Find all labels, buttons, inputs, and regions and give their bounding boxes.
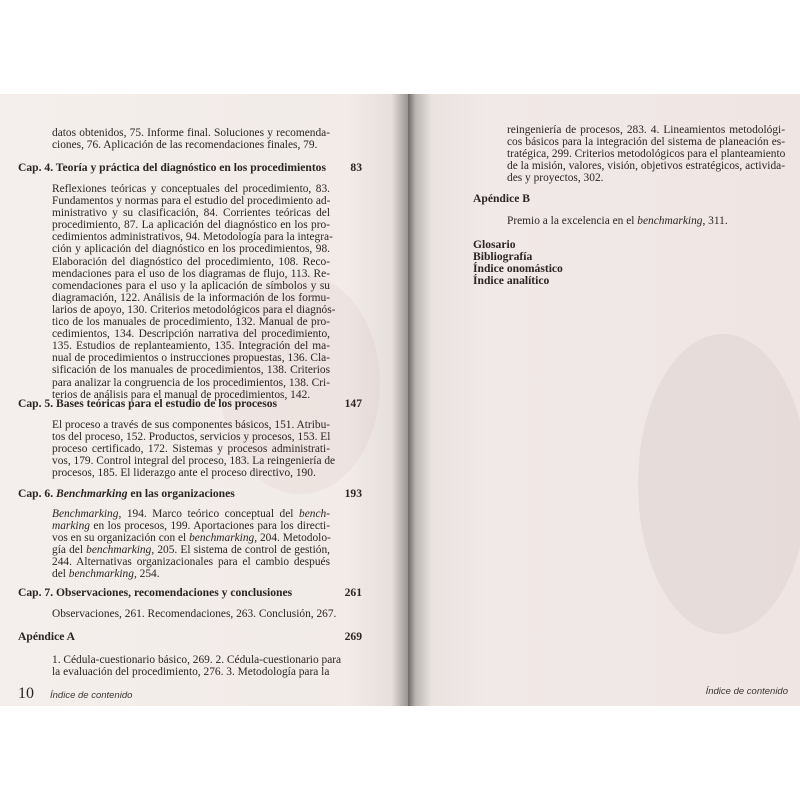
text-segment: sificación de los manuales de procedimientos, 138. Criterios [52,364,330,377]
text-line [52,268,330,280]
text-segment: Fundamentos y normas para el estudio del procedimiento ad- [52,195,331,208]
chapter-6-page: 193 [344,487,362,500]
running-footer: Índice de contenido [50,690,133,701]
subject-index-entry: Índice analítico [473,274,550,287]
text-segment: vos, 179. Control integral del proceso, 183. La reingeniería de [52,455,336,468]
text-line [52,431,330,443]
text-segment: 244. Alternativas organizacionales para el cambio después [52,556,330,569]
back-matter-list [473,239,563,287]
text-line [52,316,330,328]
text-line [52,455,336,468]
text-segment: 135. Estudios de replanteamiento, 135. Integración del ma- [52,340,330,353]
text-segment: gía del [52,544,87,557]
text-line [52,608,337,620]
appendix-a-title: Apéndice A [18,630,76,643]
text-line [52,568,330,580]
text-segment: en las organizaciones [127,487,235,500]
text-line [52,207,330,219]
running-footer: Índice de contenido [705,686,788,697]
text-line [52,127,330,139]
text-segment: la evaluación del procedimiento, 276. 3. Metodología para la [52,666,330,679]
appendix-b-title: Apéndice B [473,192,531,205]
text-segment: diagramación, 122. Análisis de la información de los formu- [52,291,330,304]
text-line [52,139,330,151]
text-segment: Observaciones, 261. Recomendaciones, 263. Conclusión, 267. [52,608,337,620]
text-line [52,364,330,376]
text-segment: , 311. [702,215,728,227]
italic-term: benchmarking [637,215,703,227]
text-segment: ción y aplicación del diagnóstico en los procedimientos, 98. [52,243,330,256]
text-line [52,183,330,195]
text-line [52,532,330,544]
text-segment: terios de análisis para el manual de procedimientos, 142. [52,388,311,401]
text-line [507,160,785,172]
italic-term: benchmarking [189,532,255,545]
text-segment: comendaciones para el uso y la aplicación de símbolos y su [52,279,330,292]
text-line [52,467,330,479]
text-segment: larios de apoyo, 130. Criterios metodológicos para el diagnós- [52,303,336,316]
text-line [52,520,330,532]
text-line [52,340,330,352]
chapter-7-title: Cap. 7. Observaciones, recomendaciones y conclusiones [18,586,293,599]
appendix-a-page: 269 [344,630,362,643]
text-segment: cos básicos para la integración del sistema de planeación es- [507,136,785,149]
text-segment: reingeniería de procesos, 283. 4. Lineamientos metodológi- [507,124,785,136]
text-line [52,443,330,455]
italic-term: marking [52,520,90,533]
italic-term: bench- [299,508,330,520]
text-segment: de la misión, valores, visión, objetivos estratégicos, activida- [507,160,785,173]
text-segment: des y proyectos, 302. [507,172,604,185]
text-segment: Reflexiones teóricas y conceptuales del procedimiento, 83. [52,183,330,195]
text-segment: nual de procedimientos o instrucciones propuestas, 136. Cla- [52,352,330,365]
name-index-entry: Índice onomástico [473,262,563,275]
text-segment: tos del proceso, 152. Productos, servicios y procesos, 153. El [52,431,331,444]
text-segment: procesos, 185. El liderazgo ante el proceso directivo, 190. [52,467,316,480]
bibliography-entry: Bibliografía [473,250,533,263]
text-segment: Premio a la excelencia en el [507,215,638,227]
italic-term: benchmarking [86,544,152,557]
text-line [52,419,330,431]
text-line [52,256,330,268]
text-line [52,556,330,568]
text-line [507,172,785,184]
page-number: 10 [18,685,34,702]
text-segment: para analizar la congruencia de los procedimientos, 138. Cri- [52,376,330,389]
text-line [52,195,330,207]
text-segment: ministrativo y su clasificación, 84. Corrientes teóricas del [52,207,330,220]
text-line [52,243,330,255]
text-segment: en los procesos, 199. Aportaciones para los directi- [89,520,330,533]
intro-text [52,127,330,151]
text-segment: , 254. [133,568,160,581]
chapter-4-page: 83 [350,161,362,174]
text-line [52,280,330,292]
text-line [52,303,336,316]
chapter-6-title [18,487,235,500]
chapter-5-title: Cap. 5. Bases teóricas para el estudio de los procesos [18,397,278,410]
chapter-5-contents [52,419,336,480]
glossary-entry: Glosario [473,238,516,251]
text-segment: vos en su organización con el [52,532,190,545]
text-segment: del [52,568,69,581]
text-segment: tratégica, 299. Criterios metodológicos para el planteamiento [507,148,786,161]
text-line [52,544,330,556]
text-segment: , 205. El sistema de control de gestión, [151,544,331,557]
text-line [52,654,342,666]
text-segment: procedimiento, 87. La aplicación del diagnóstico en los pro- [52,219,330,232]
text-segment: cedimientos administrativos, 94. Metodología para la integra- [52,231,333,244]
italic-term: benchmarking [68,568,134,581]
right-page [408,94,800,706]
text-segment: 1. Cédula-cuestionario básico, 269. 2. Cédula-cuestionario para [52,654,342,666]
appendix-b-contents [507,215,785,227]
text-line [52,666,330,678]
appendix-a-contents [52,654,342,679]
left-page [0,94,408,706]
text-segment: ciones, 76. Aplicación de las recomendaciones finales, 79. [52,139,318,152]
italic-term: Benchmarking [52,508,119,520]
text-segment: datos obtenidos, 75. Informe final. Soluciones y recomenda- [52,127,330,139]
text-segment: mendaciones para el uso de los diagramas de flujo, 113. Re- [52,267,330,280]
text-segment: , 204. Metodolo- [254,532,331,545]
text-segment: Cap. 6. [18,487,57,500]
text-segment: El proceso a través de sus componentes básicos, 151. Atribu- [52,419,331,431]
text-line [52,508,330,520]
text-segment: , 194. Marco teórico conceptual del [118,508,299,520]
background-illustration [638,334,800,634]
text-line [507,148,785,160]
text-line [507,124,785,136]
text-line [507,136,785,148]
text-segment: cedimientos, 134. Descripción narrativa del procedimiento, [52,328,330,341]
text-segment: tico de los manuales de procedimiento, 132. Manual de pro- [52,316,330,329]
text-segment: proceso certificado, 172. Sistemas y procesos administrati- [52,443,330,456]
text-line [52,377,330,389]
text-line [52,219,330,231]
text-line [52,292,330,304]
text-line [52,328,330,340]
text-line [52,231,333,244]
chapter-6-contents [52,508,330,581]
chapter-7-contents [52,608,337,620]
italic-term: Benchmarking [56,487,128,500]
chapter-4-title: Cap. 4. Teoría y práctica del diagnóstico en los procedimientos [18,161,326,174]
text-segment: Elaboración del diagnóstico del procedimiento, 108. Reco- [52,255,330,268]
chapter-7-page: 261 [344,586,362,599]
text-line [52,352,330,364]
text-line [507,215,785,227]
appendix-a-continued [507,124,785,184]
chapter-5-page: 147 [344,397,362,410]
chapter-4-contents [52,183,336,401]
